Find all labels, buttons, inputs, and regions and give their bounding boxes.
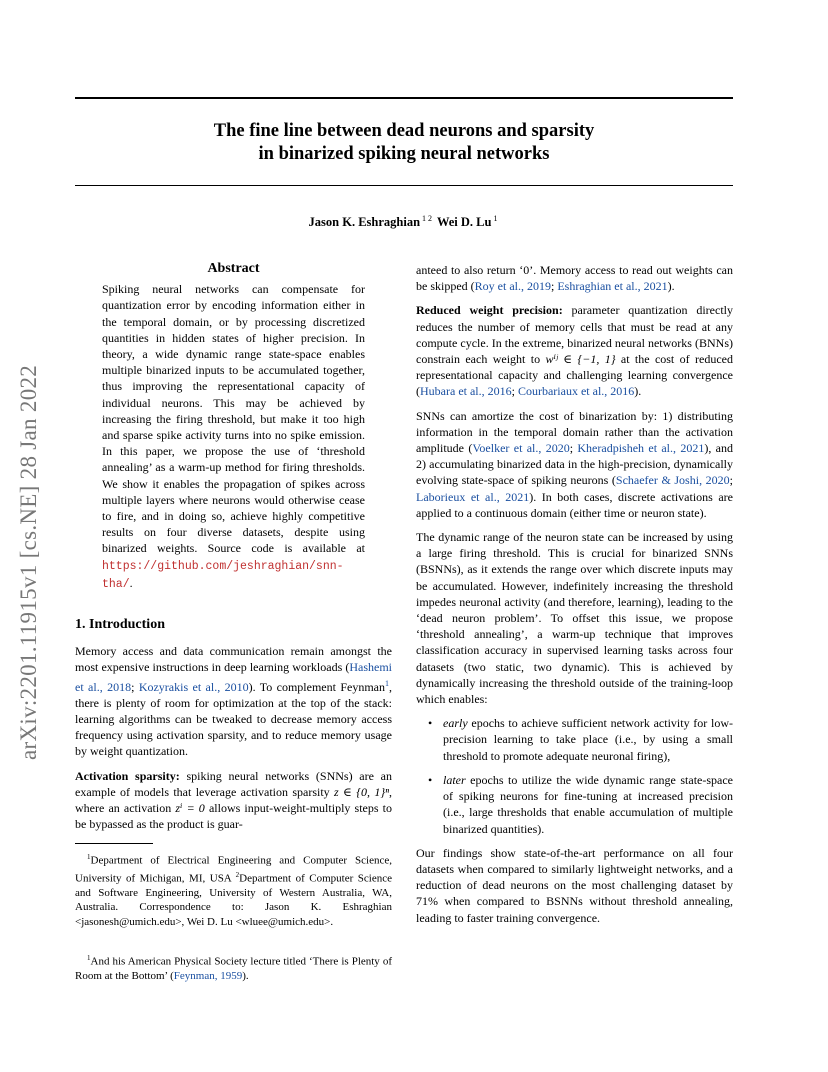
author-name: Wei D. Lu <box>436 215 492 230</box>
abstract-end: . <box>129 575 133 590</box>
paragraph: Reduced weight precision: parameter quantization directly reduces the number of memory cells that must be read at any compute cycle. In the extreme, binarized neural networks (BNNs) constrain each weight to wⁱʲ ∈ {−1, 1} at the cost of reduced representational capacity and challenging learning convergence (Hubara et al., 2016; Courbariaux et al., 2016). <box>416 303 733 399</box>
text: anteed to also return ‘0’. Memory access to read out weights can be skipped ( <box>416 263 733 294</box>
text: ), and 2) accumulating binarized data in the high-precision, dynamically evolving state-space of spiking neurons ( <box>416 441 733 488</box>
emphasis: early <box>443 716 468 731</box>
footnote-rule <box>75 843 153 844</box>
citation-link[interactable]: Hubara et al., 2016 <box>420 384 512 399</box>
citation-link[interactable]: Feynman, 1959 <box>173 969 243 982</box>
citation-link[interactable]: Kheradpisheh et al., 2021 <box>577 441 705 456</box>
text: ). To complement Feynman <box>248 679 386 694</box>
footnotes <box>75 843 392 983</box>
emphasis: later <box>443 772 466 787</box>
paragraph <box>75 768 392 833</box>
citation-link[interactable]: Eshraghian et al., 2021 <box>557 279 668 294</box>
text: And his American Physical Society lecture titled ‘There is Plenty of Room at the Bottom’ ( <box>75 955 392 982</box>
paragraph-label: Reduced weight precision: <box>416 303 563 318</box>
citation-link[interactable]: Kozyrakis et al., 2010 <box>138 679 249 694</box>
bottom-rule <box>75 185 733 186</box>
text: Memory access and data communication remain amongst the most expensive instructions in deep learning workloads ( <box>75 644 392 675</box>
text: , there is plenty of room for optimization at the top of the stack: learning algorithms can be tweaked to decrease memory access frequency using activation sparsity, and to reduce memory usage by weight quantization. <box>75 679 393 759</box>
code-link[interactable]: https://github.com/jeshraghian/snn-tha/ <box>102 559 344 591</box>
footnote: $^1$And his American Physical Society lecture titled ‘There is Plenty of Room at the Bottom’ (Feynman, 1959). <box>75 953 392 982</box>
footnote-ref[interactable]: 1 <box>385 678 390 688</box>
citation-link[interactable]: Roy et al., 2019 <box>474 279 551 294</box>
right-column <box>416 262 733 926</box>
title-line-2: in binarized spiking neural networks <box>258 144 550 164</box>
text: SNNs can amortize the cost of binarization by: 1) distributing information in the temporal domain rather than the activation amplitude ( <box>416 408 733 456</box>
section-heading: 1. Introduction <box>75 617 165 633</box>
math: wⁱʲ ∈ {−1, 1} <box>545 352 616 367</box>
left-column <box>75 261 392 833</box>
affiliation-footnote: $^1$Department of Electrical Engineering and Computer Science, University of Michigan, MI, USA $^2$Department of Computer Science and Software Engineering, University of Western Australia, WA, Australia. Correspondence to: Jason K. Eshraghian <jasonesh@umich.edu>, Wei D. Lu <wluee@umich.edu>. <box>75 853 392 928</box>
math: zⁱ = 0 <box>175 801 205 816</box>
paragraph-label: Activation sparsity: <box>75 768 180 783</box>
bullet-icon: • <box>428 772 433 787</box>
text: parameter quantization directly reduces the number of memory cells that must be read at any compute cycle. In the extreme, binarized neural networks (BNNs) constrain each weight to <box>416 303 733 367</box>
text: ). <box>242 969 249 982</box>
author-list <box>75 214 733 230</box>
bullet-icon: • <box>428 716 433 731</box>
text: epochs to achieve sufficient network activity for low-precision learning to take place (i.e., by using a small threshold to promote adequate neuronal firing), <box>443 716 733 763</box>
text: allows input-weight-multiply steps to be bypassed as the product is guar- <box>75 801 392 832</box>
citation-link[interactable]: Schaefer & Joshi, 2020 <box>615 473 730 488</box>
abstract-text: Spiking neural networks can compensate for quantization error by encoding information either in the temporal domain, or by processing discretized quantities in hidden states of higher precision. In theory, a wide dynamic range state-space enables multiple binarized inputs to be accumulated together, thus improving the representational capacity of individual neurons. This may be achieved by increasing the firing threshold, but make it too high and sparse spike activity turns into no spike emission. In this paper, we propose the use of ‘threshold annealing’ as a warm-up method for firing thresholds. We show it enables the propagation of spikes across multiple layers where neurons would otherwise cease to fire, and in doing so, achieve highly competitive results on four diverse datasets, despite using binarized weights. Source code is available at <box>102 282 365 556</box>
paragraph: SNNs can amortize the cost of binarization by: 1) distributing information in the temporal domain rather than the activation amplitude (Voelker et al., 2020; Kheradpisheh et al., 2021), and 2) accumulating binarized data in the high-precision, dynamically evolving state-space of spiking neurons (Schaefer & Joshi, 2020; Laborieux et al., 2021). In both cases, discrete activations are applied to a continuous domain (either time or neuron state). <box>416 408 734 520</box>
text: , where an activation <box>75 784 392 816</box>
paragraph: anteed to also return ‘0’. Memory access to read out weights can be skipped (Roy et al., 2019; Eshraghian et al., 2021). <box>416 263 733 294</box>
citation-link[interactable]: Courbariaux et al., 2016 <box>517 384 635 399</box>
text: ). In both cases, discrete activations are applied to a continuous domain (either time or neuron state). <box>416 489 734 520</box>
text: ; <box>131 679 139 694</box>
list-item <box>416 772 733 837</box>
citation-link[interactable]: Laborieux et al., 2021 <box>416 489 530 504</box>
math: z ∈ {0, 1}ⁿ <box>334 784 389 799</box>
text: Department of Computer Science and Software Engineering, University of Western Australia, WA, Australia. Correspondence to: Jason K. Eshraghian <jasonesh@umich.edu>, Wei D. Lu <wluee@umich.edu>. <box>75 872 392 928</box>
paragraph: The dynamic range of the neuron state can be increased by using a large firing threshold. This is crucial for binarized SNNs (BSNNs), as it extends the range over which discrete inputs may be accumulated. However, indefinitely increasing the threshold impedes neuronal activity (and therefore, learning), leading to the ‘dead neuron problem’. To offset this issue, we propose ‘threshold annealing’, a warm-up technique that improves classification accuracy in supervised learning tasks across four datasets (two static, two dynamic). This is achieved by dynamically increasing the threshold outside of the training-loop which enables: <box>416 530 733 707</box>
author-affiliation: 1 <box>493 214 498 223</box>
text: Department of Electrical Engineering and Computer Science, University of Michigan, MI, USA <box>75 854 392 885</box>
paper-title <box>75 120 733 166</box>
abstract-heading: Abstract <box>207 261 260 276</box>
citation-link[interactable]: Hashemi et al., 2018 <box>75 660 392 694</box>
paragraph: Our findings show state-of-the-art performance on all four datasets when compared to similarly lightweight networks, and a reduction of dead neurons on the most challenging dataset by 71% when compared to BSNNs without threshold annealing, leading to faster training convergence. <box>416 845 733 925</box>
author-name: Jason K. Eshraghian <box>308 215 421 230</box>
author-affiliation: 1 2 <box>422 214 433 223</box>
list-item <box>416 715 733 764</box>
text: spiking neural networks (SNNs) are an example of models that leverage activation sparsity <box>75 768 392 799</box>
paragraph <box>75 643 392 759</box>
bullet-list <box>416 715 733 836</box>
text: epochs to utilize the wide dynamic range state-space of spiking neurons for fine-tuning at increased precision (i.e., large thresholds that enable accumulation of multiple binarized quantities). <box>443 772 733 836</box>
citation-link[interactable]: Voelker et al., 2020 <box>472 441 570 456</box>
title-line-1: The fine line between dead neurons and sparsity <box>213 121 595 141</box>
abstract-body <box>102 281 365 593</box>
text: at the cost of reduced representational capacity and challenging learning convergence ( <box>416 352 733 399</box>
arxiv-watermark: arXiv:2201.11915v1 [cs.NE] 28 Jan 2022 <box>16 364 41 760</box>
top-rule <box>75 97 733 99</box>
